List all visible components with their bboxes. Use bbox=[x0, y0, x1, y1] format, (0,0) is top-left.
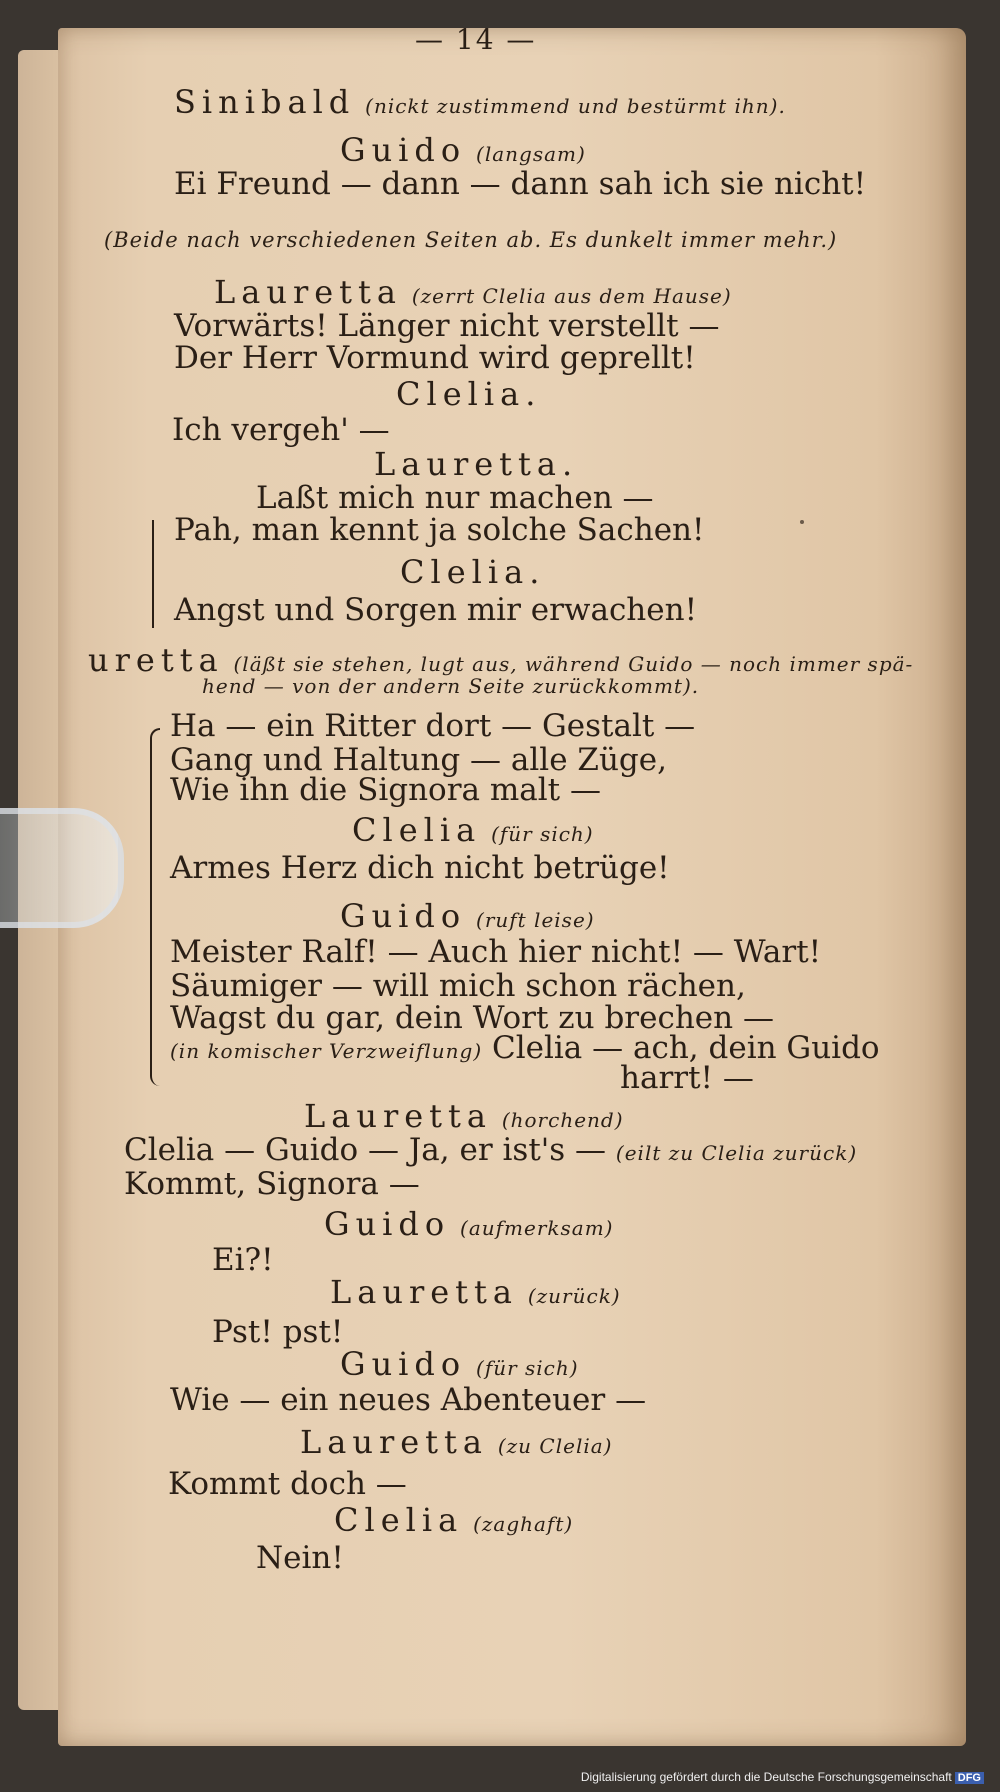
speaker-name: Guido bbox=[324, 1205, 451, 1243]
bracket bbox=[150, 728, 160, 1086]
verse-line: Wie ihn die Signora malt — bbox=[170, 772, 601, 808]
verse-line: Vorwärts! Länger nicht verstellt — bbox=[174, 308, 720, 344]
verse-text: Clelia — Guido — Ja, er ist's — bbox=[124, 1132, 607, 1168]
page-number: — 14 — bbox=[415, 23, 537, 56]
stage-direction: (langsam) bbox=[476, 142, 586, 166]
speaker-name: Lauretta bbox=[300, 1423, 488, 1461]
speaker-name: Guido bbox=[340, 1345, 467, 1383]
verse-line: Der Herr Vormund wird geprellt! bbox=[174, 340, 696, 376]
stage-line bbox=[334, 1502, 573, 1542]
stage-direction: (eilt zu Clelia zurück) bbox=[615, 1141, 858, 1165]
dfg-logo: DFG bbox=[955, 1772, 984, 1784]
stage-line bbox=[324, 1206, 613, 1246]
verse-line: Wagst du gar, dein Wort zu brechen — bbox=[170, 1000, 774, 1036]
stage-direction: hend — von der andern Seite zurückkommt). bbox=[202, 674, 700, 698]
stage-line bbox=[330, 1274, 621, 1314]
stage-direction: (zu Clelia) bbox=[497, 1434, 613, 1458]
verse-line: Kommt doch — bbox=[168, 1466, 407, 1502]
stage-direction: (läßt sie stehen, lugt aus, während Guido — noch immer spä- bbox=[233, 652, 914, 676]
stage-line bbox=[340, 898, 595, 938]
speaker-name: Clelia bbox=[334, 1501, 464, 1539]
speaker-name: Guido bbox=[340, 897, 467, 935]
stage-direction: (in komischer Verzweiflung) bbox=[170, 1039, 483, 1063]
verse-line: Laßt mich nur machen — bbox=[256, 480, 654, 516]
verse-line: Ha — ein Ritter dort — Gestalt — bbox=[170, 708, 696, 744]
paper-clip bbox=[0, 808, 124, 928]
speaker-name: uretta bbox=[88, 641, 224, 679]
stage-line bbox=[174, 84, 786, 124]
stage-line bbox=[300, 1424, 612, 1464]
stage-direction: (nickt zustimmend und bestürmt ihn). bbox=[365, 94, 786, 118]
stage-direction: (für sich) bbox=[491, 822, 594, 846]
stage-direction: (zerrt Clelia aus dem Hause) bbox=[411, 284, 732, 308]
stage-direction: (ruft leise) bbox=[476, 908, 595, 932]
stage-direction: (zaghaft) bbox=[473, 1512, 574, 1536]
verse-line: harrt! — bbox=[620, 1060, 754, 1096]
stage-direction: (horchend) bbox=[501, 1108, 624, 1132]
verse-line: Kommt, Signora — bbox=[124, 1166, 420, 1202]
verse-line: Pst! pst! bbox=[212, 1314, 344, 1350]
bracket bbox=[152, 520, 154, 628]
speaker-name: Clelia. bbox=[400, 553, 546, 591]
verse-line: Ich vergeh' — bbox=[172, 412, 390, 448]
stage-direction: (Beide nach verschiedenen Seiten ab. Es dunkelt immer mehr.) bbox=[104, 228, 838, 252]
verse-text: Clelia — ach, dein Guido bbox=[491, 1030, 880, 1066]
stage-direction: (zurück) bbox=[527, 1284, 621, 1308]
speaker-name: Sinibald bbox=[174, 83, 356, 121]
verse-line: Gang und Haltung — alle Züge, bbox=[170, 742, 667, 778]
verse-line: Säumiger — will mich schon rächen, bbox=[170, 968, 746, 1004]
verse-line: Meister Ralf! — Auch hier nicht! — Wart! bbox=[170, 934, 822, 970]
stage-line bbox=[340, 1346, 579, 1386]
verse-line: Pah, man kennt ja solche Sachen! bbox=[174, 512, 705, 548]
speaker-name: Guido bbox=[340, 131, 467, 169]
speaker-name: Clelia. bbox=[396, 375, 542, 413]
digitization-credit bbox=[581, 1770, 984, 1784]
speaker-name: Lauretta bbox=[214, 273, 402, 311]
speaker-name: Lauretta bbox=[330, 1273, 518, 1311]
stage-line bbox=[352, 812, 594, 852]
speaker-name: Clelia bbox=[352, 811, 482, 849]
verse-line: Angst und Sorgen mir erwachen! bbox=[174, 592, 698, 628]
verse-line: Ei Freund — dann — dann sah ich sie nicht! bbox=[174, 166, 867, 202]
verse-line: Ei?! bbox=[212, 1242, 274, 1278]
verse-line: Nein! bbox=[256, 1540, 344, 1576]
stage-direction: (aufmerksam) bbox=[460, 1216, 614, 1240]
credit-text: Digitalisierung gefördert durch die Deutsche Forschungsgemeinschaft bbox=[580, 1770, 952, 1784]
verse-line: Wie — ein neues Abenteuer — bbox=[170, 1382, 647, 1418]
ink-speck bbox=[800, 520, 804, 524]
speaker-name: Lauretta bbox=[304, 1097, 492, 1135]
verse-line: Armes Herz dich nicht betrüge! bbox=[170, 850, 670, 886]
speaker-name: Lauretta. bbox=[374, 445, 579, 483]
stage-line bbox=[170, 1030, 880, 1069]
stage-direction: (für sich) bbox=[476, 1356, 579, 1380]
